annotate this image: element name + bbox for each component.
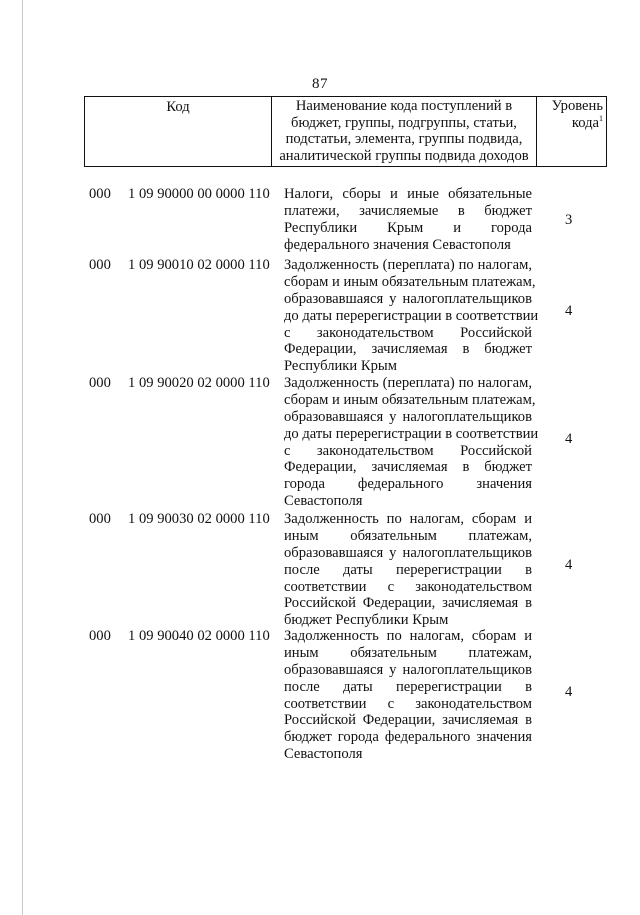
row-code: 1 09 90000 00 0000 110 xyxy=(128,186,270,202)
row-name-line: сборам и иным обязательным платежам, xyxy=(284,391,536,408)
row-name-line: Задолженность по налогам, сборам и xyxy=(284,511,532,527)
row-name xyxy=(284,375,539,510)
header-level-line1: Уровень xyxy=(551,98,603,114)
row-code: 1 09 90010 02 0000 110 xyxy=(128,257,270,273)
row-name-line: города федерального значения xyxy=(284,476,532,493)
table-header xyxy=(84,96,607,167)
row-name-line: Задолженность (переплата) по налогам, xyxy=(284,375,532,391)
row-prefix: 000 xyxy=(89,375,111,391)
header-level-word: кода xyxy=(571,114,599,131)
row-name-line: до даты перерегистрации в соответствии xyxy=(284,425,539,442)
row-name-line: иным обязательным платежам, xyxy=(284,527,532,544)
row-name xyxy=(284,511,532,629)
row-name-line: Задолженность (переплата) по налогам, xyxy=(284,257,532,273)
row-name-line: после даты перерегистрации в xyxy=(284,561,532,578)
header-name-line: подстатьи, элемента, группы подвида, xyxy=(285,131,523,147)
footnote-marker: 1 xyxy=(599,113,603,123)
header-name-line: аналитической группы подвида доходов xyxy=(279,147,529,164)
row-name-line: Севастополя xyxy=(284,493,363,510)
header-name-line: бюджет, группы, подгруппы, статьи, xyxy=(291,114,517,131)
scan-edge-line xyxy=(22,0,23,915)
page-number: 87 xyxy=(312,76,328,92)
row-name-line: иным обязательным платежам, xyxy=(284,644,532,661)
row-code: 1 09 90040 02 0000 110 xyxy=(128,628,270,644)
row-name xyxy=(284,186,532,254)
row-name-line: с законодательством Российской xyxy=(284,442,532,459)
row-name-line: образовавшаяся у налогоплательщиков xyxy=(284,544,532,561)
row-name-line: федерального значения Севастополя xyxy=(284,236,511,253)
row-name-line: с законодательством Российской xyxy=(284,324,532,341)
header-level xyxy=(537,97,607,167)
row-prefix: 000 xyxy=(89,511,111,527)
header-level-line2 xyxy=(537,115,603,132)
row-name-line: бюджет города федерального значения xyxy=(284,729,532,746)
row-level: 4 xyxy=(565,557,573,573)
header-code: Код xyxy=(85,97,272,167)
row-name-line: платежи, зачисляемые в бюджет xyxy=(284,202,532,219)
row-name-line: сборам и иным обязательным платежам, xyxy=(284,273,536,290)
row-name-line: Севастополя xyxy=(284,746,363,763)
row-name-line: Республики Крым и города xyxy=(284,219,532,236)
row-level: 4 xyxy=(565,684,573,700)
row-name xyxy=(284,628,532,763)
row-name-line: Российской Федерации, зачисляемая в xyxy=(284,712,532,729)
row-prefix: 000 xyxy=(89,186,111,202)
row-name-line: Республики Крым xyxy=(284,358,397,375)
row-name xyxy=(284,257,539,375)
row-name-line: после даты перерегистрации в xyxy=(284,678,532,695)
row-name-line: образовавшаяся у налогоплательщиков xyxy=(284,408,532,425)
header-name xyxy=(272,97,537,167)
row-name-line: до даты перерегистрации в соответствии xyxy=(284,307,539,324)
row-name-line: образовавшаяся у налогоплательщиков xyxy=(284,290,532,307)
row-name-line: Федерации, зачисляемая в бюджет xyxy=(284,341,532,358)
row-code: 1 09 90030 02 0000 110 xyxy=(128,511,270,527)
row-name-line: Российской Федерации, зачисляемая в xyxy=(284,595,532,612)
row-name-line: образовавшаяся у налогоплательщиков xyxy=(284,661,532,678)
row-prefix: 000 xyxy=(89,257,111,273)
row-name-line: Задолженность по налогам, сборам и xyxy=(284,628,532,644)
row-name-line: Налоги, сборы и иные обязательные xyxy=(284,186,532,202)
row-level: 4 xyxy=(565,431,573,447)
row-name-line: соответствии с законодательством xyxy=(284,695,532,712)
header-name-line: Наименование кода поступлений в xyxy=(295,98,513,114)
row-code: 1 09 90020 02 0000 110 xyxy=(128,375,270,391)
row-name-line: соответствии с законодательством xyxy=(284,578,532,595)
row-name-line: Федерации, зачисляемая в бюджет xyxy=(284,459,532,476)
row-name-line: бюджет Республики Крым xyxy=(284,612,449,629)
row-prefix: 000 xyxy=(89,628,111,644)
row-level: 4 xyxy=(565,303,573,319)
row-level: 3 xyxy=(565,212,573,228)
